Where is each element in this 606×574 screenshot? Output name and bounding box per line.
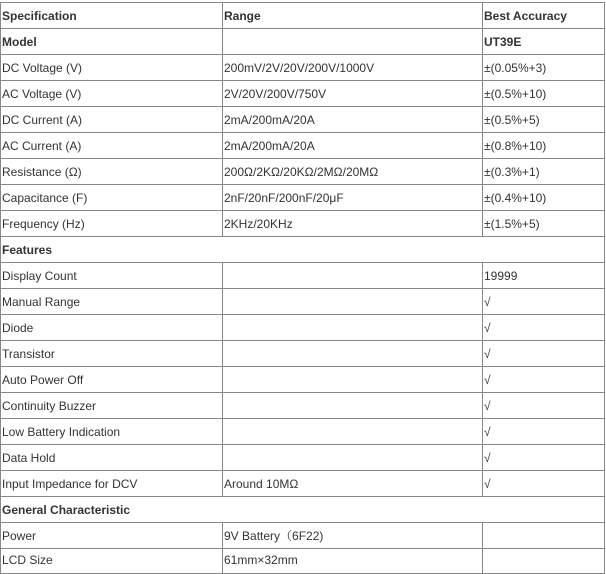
spec-cell: Resistance (Ω) <box>1 159 223 185</box>
header-spec: Specification <box>1 3 223 29</box>
table-row <box>1 263 605 289</box>
header-range: Range <box>223 3 483 29</box>
model-value: UT39E <box>483 29 605 55</box>
check-mark: √ <box>483 419 605 445</box>
table-row <box>1 341 605 367</box>
header-accuracy: Best Accuracy <box>483 3 605 29</box>
range-cell: 200mV/2V/20V/200V/1000V <box>223 55 483 81</box>
range-cell <box>223 419 483 445</box>
range-cell: 9V Battery（6F22) <box>223 523 483 549</box>
spec-cell: Continuity Buzzer <box>1 393 223 419</box>
range-cell <box>223 367 483 393</box>
table-row <box>1 523 605 549</box>
general-heading: General Characteristic <box>1 497 605 523</box>
spec-cell: DC Current (A) <box>1 107 223 133</box>
model-label: Model <box>1 29 223 55</box>
table-row <box>1 549 605 574</box>
spec-cell: Manual Range <box>1 289 223 315</box>
accuracy-cell: ±(0.05%+3) <box>483 55 605 81</box>
spec-cell: Low Battery Indication <box>1 419 223 445</box>
range-cell <box>223 393 483 419</box>
table-row <box>1 159 605 185</box>
accuracy-cell: ±(0.5%+10) <box>483 81 605 107</box>
table-row <box>1 107 605 133</box>
table-row <box>1 419 605 445</box>
spec-cell: Frequency (Hz) <box>1 211 223 237</box>
range-cell: Around 10MΩ <box>223 471 483 497</box>
range-cell: 2KHz/20KHz <box>223 211 483 237</box>
spec-cell: Auto Power Off <box>1 367 223 393</box>
range-cell: 2mA/200mA/20A <box>223 107 483 133</box>
table-row <box>1 445 605 471</box>
accuracy-cell: ±(0.4%+10) <box>483 185 605 211</box>
range-cell <box>223 445 483 471</box>
spec-cell: Capacitance (F) <box>1 185 223 211</box>
range-cell <box>223 315 483 341</box>
spec-cell: DC Voltage (V) <box>1 55 223 81</box>
value-cell: 19999 <box>483 263 605 289</box>
accuracy-cell: ±(1.5%+5) <box>483 211 605 237</box>
table-row <box>1 471 605 497</box>
check-mark: √ <box>483 445 605 471</box>
table-row <box>1 211 605 237</box>
spec-cell: AC Current (A) <box>1 133 223 159</box>
table-row <box>1 289 605 315</box>
model-row <box>1 29 605 55</box>
range-cell <box>223 289 483 315</box>
check-mark: √ <box>483 341 605 367</box>
table-row <box>1 315 605 341</box>
range-cell: 61mm×32mm <box>223 549 483 574</box>
table-row <box>1 55 605 81</box>
range-cell: 2V/20V/200V/750V <box>223 81 483 107</box>
table-row <box>1 393 605 419</box>
check-mark: √ <box>483 471 605 497</box>
spec-cell: Data Hold <box>1 445 223 471</box>
table-row <box>1 367 605 393</box>
header-row <box>1 3 605 29</box>
range-cell <box>223 263 483 289</box>
section-heading-row <box>1 497 605 523</box>
table-row <box>1 185 605 211</box>
value-cell <box>483 549 605 574</box>
check-mark: √ <box>483 289 605 315</box>
spec-cell: Power <box>1 523 223 549</box>
accuracy-cell: ±(0.8%+10) <box>483 133 605 159</box>
spec-cell: Display Count <box>1 263 223 289</box>
check-mark: √ <box>483 367 605 393</box>
range-cell: 200Ω/2KΩ/20KΩ/2MΩ/20MΩ <box>223 159 483 185</box>
features-heading: Features <box>1 237 605 263</box>
accuracy-cell: ±(0.3%+1) <box>483 159 605 185</box>
section-heading-row <box>1 237 605 263</box>
table-row <box>1 133 605 159</box>
range-cell: 2nF/20nF/200nF/20μF <box>223 185 483 211</box>
spec-table <box>0 2 605 574</box>
model-range <box>223 29 483 55</box>
spec-cell: Transistor <box>1 341 223 367</box>
spec-cell: AC Voltage (V) <box>1 81 223 107</box>
accuracy-cell: ±(0.5%+5) <box>483 107 605 133</box>
range-cell: 2mA/200mA/20A <box>223 133 483 159</box>
spec-cell: LCD Size <box>1 549 223 574</box>
spec-cell: Input Impedance for DCV <box>1 471 223 497</box>
range-cell <box>223 341 483 367</box>
check-mark: √ <box>483 393 605 419</box>
spec-cell: Diode <box>1 315 223 341</box>
check-mark: √ <box>483 315 605 341</box>
table-row <box>1 81 605 107</box>
value-cell <box>483 523 605 549</box>
